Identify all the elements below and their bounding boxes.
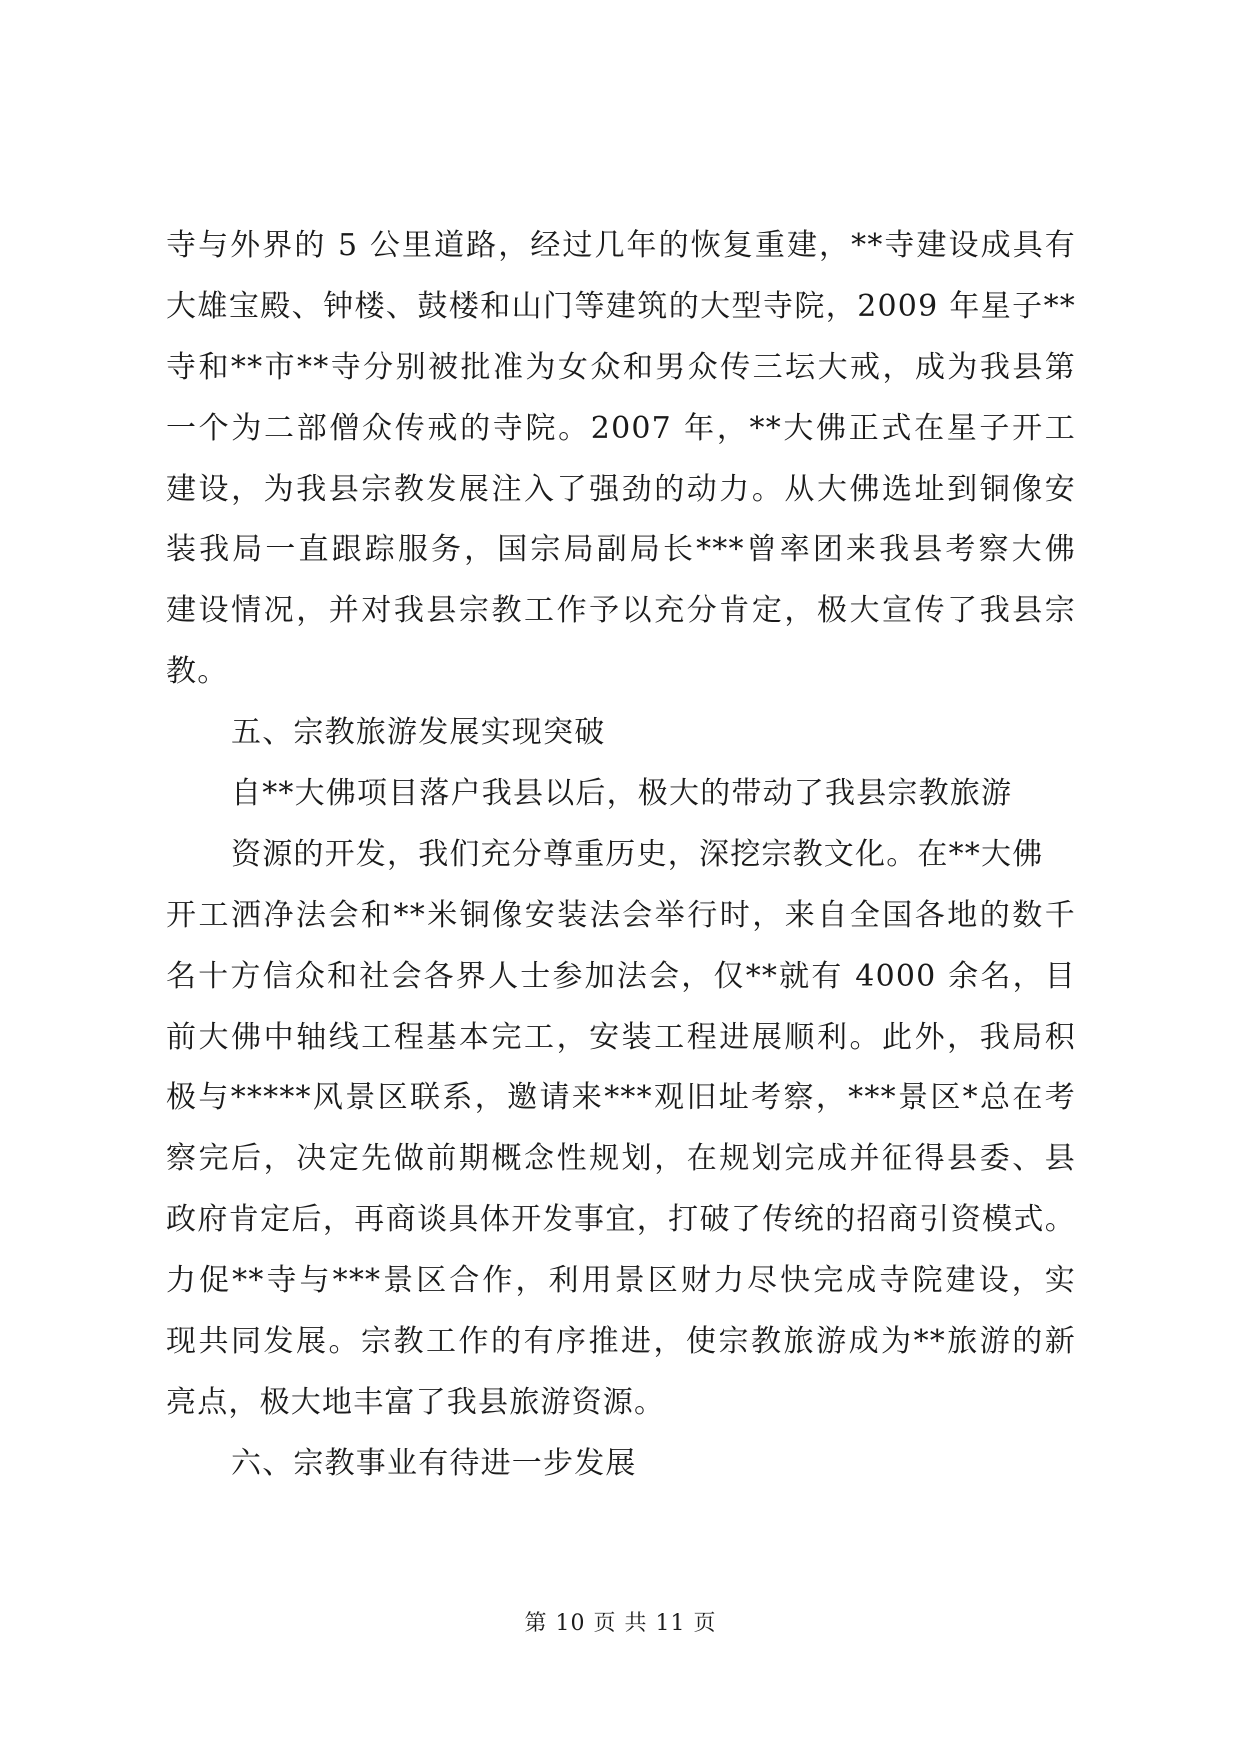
- section-heading: 六、宗教事业有待进一步发展: [231, 1445, 637, 1481]
- section-heading: 五、宗教旅游发展实现突破: [231, 715, 606, 751]
- text-line: 寺和**市**寺分别被批准为女众和男众传三坛大戒，成为我县第: [166, 349, 1076, 385]
- text-line: 大雄宝殿、钟楼、鼓楼和山门等建筑的大型寺院，2009 年星子**: [166, 288, 1076, 324]
- page-number-footer: 第 10 页 共 11 页: [524, 1611, 717, 1636]
- text-line: 建设，为我县宗教发展注入了强劲的动力。从大佛选址到铜像安: [166, 471, 1076, 507]
- body-text: [166, 216, 1076, 1495]
- text-line: 建设情况，并对我县宗教工作予以充分肯定，极大宣传了我县宗: [166, 593, 1076, 629]
- text-line: 名十方信众和社会各界人士参加法会，仅**就有 4000 余名，目: [166, 958, 1076, 994]
- text-line: 亮点，极大地丰富了我县旅游资源。: [166, 1384, 666, 1420]
- text-line: 资源的开发，我们充分尊重历史，深挖宗教文化。在**大佛: [231, 836, 1044, 872]
- text-line: 装我局一直跟踪服务，国宗局副局长***曾率团来我县考察大佛: [166, 532, 1076, 568]
- text-line: 察完后，决定先做前期概念性规划，在规划完成并征得县委、县: [166, 1141, 1076, 1177]
- text-line: 教。: [166, 654, 229, 690]
- text-line: 政府肯定后，再商谈具体开发事宜，打破了传统的招商引资模式。: [166, 1202, 1076, 1238]
- text-line: 前大佛中轴线工程基本完工，安装工程进展顺利。此外，我局积: [166, 1019, 1076, 1055]
- text-line: 开工洒净法会和**米铜像安装法会举行时，来自全国各地的数千: [166, 897, 1076, 933]
- text-line: 现共同发展。宗教工作的有序推进，使宗教旅游成为**旅游的新: [166, 1324, 1076, 1360]
- text-line: 自**大佛项目落户我县以后，极大的带动了我县宗教旅游: [231, 776, 1013, 812]
- text-line: 力促**寺与***景区合作，利用景区财力尽快完成寺院建设，实: [166, 1263, 1076, 1299]
- text-line: 极与*****风景区联系，邀请来***观旧址考察，***景区*总在考: [166, 1080, 1076, 1116]
- text-line: 寺与外界的 5 公里道路，经过几年的恢复重建，**寺建设成具有: [166, 228, 1076, 263]
- text-line: 一个为二部僧众传戒的寺院。2007 年，**大佛正式在星子开工: [166, 410, 1076, 446]
